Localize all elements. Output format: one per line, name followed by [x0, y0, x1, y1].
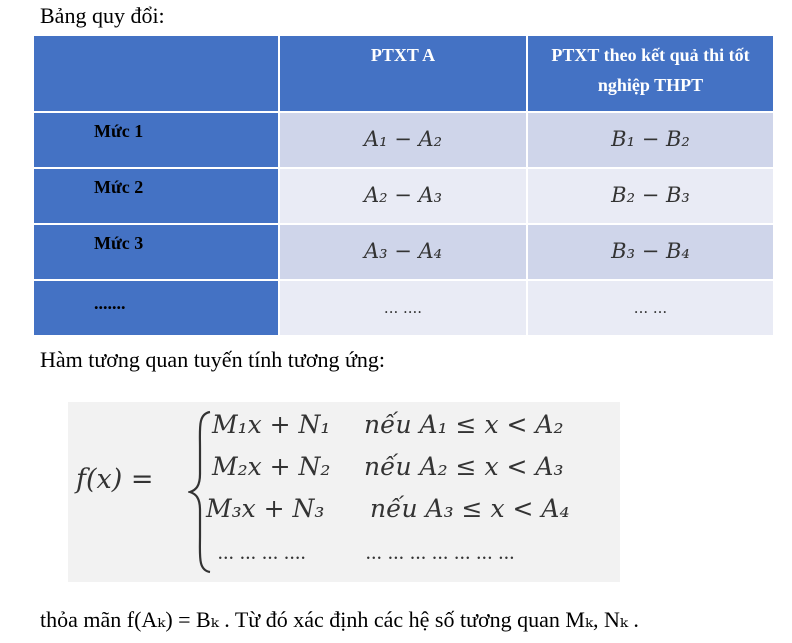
formula-case	[212, 452, 564, 481]
case-condition: nếu A₂ ≤ x < A₃	[364, 452, 564, 481]
range-b-cell: B₂ − B₃	[527, 168, 774, 224]
table-row	[33, 168, 774, 224]
conversion-table-heading: Bảng quy đổi:	[40, 3, 165, 28]
formula-lhs: f(x) =	[76, 464, 154, 495]
header-cell-empty	[33, 35, 279, 112]
range-b-cell: B₁ − B₂	[527, 112, 774, 168]
range-b-cell: B₃ − B₄	[527, 224, 774, 280]
formula-case	[212, 410, 564, 439]
case-condition: ... ... ... ... ... ... ...	[366, 548, 516, 563]
formula-case	[206, 494, 570, 523]
case-condition: nếu A₃ ≤ x < A₄	[370, 494, 570, 523]
case-expression: M₂x + N₂	[212, 452, 331, 481]
case-condition: nếu A₁ ≤ x < A₂	[364, 410, 564, 439]
header-cell-ptxt-a: PTXT A	[279, 35, 527, 112]
range-a-cell: A₁ − A₂	[279, 112, 527, 168]
range-a-cell: A₃ − A₄	[279, 224, 527, 280]
table-header-row	[33, 35, 774, 112]
table-row	[33, 280, 774, 336]
range-a-cell: A₂ − A₃	[279, 168, 527, 224]
case-expression: M₃x + N₃	[206, 494, 325, 523]
header-cell-ptxt-thpt: PTXT theo kết quả thi tốt nghiệp THPT	[527, 35, 774, 112]
range-a-cell: ... ....	[279, 280, 527, 336]
piecewise-formula	[68, 402, 620, 582]
row-label: .......	[33, 280, 279, 336]
left-brace-icon	[188, 408, 214, 576]
case-expression: M₁x + N₁	[212, 410, 331, 439]
case-expression: ... ... ... ....	[218, 548, 307, 563]
correlation-heading: Hàm tương quan tuyến tính tương ứng:	[40, 347, 386, 372]
row-label: Mức 3	[33, 224, 279, 280]
formula-case	[218, 548, 516, 563]
condition-text: thỏa mãn f(Aₖ) = Bₖ . Từ đó xác định các hệ số tương quan Mₖ, Nₖ .	[40, 607, 639, 632]
row-label: Mức 2	[33, 168, 279, 224]
row-label: Mức 1	[33, 112, 279, 168]
range-b-cell: ... ...	[527, 280, 774, 336]
table-row	[33, 224, 774, 280]
table-row	[33, 112, 774, 168]
conversion-table	[32, 34, 775, 337]
